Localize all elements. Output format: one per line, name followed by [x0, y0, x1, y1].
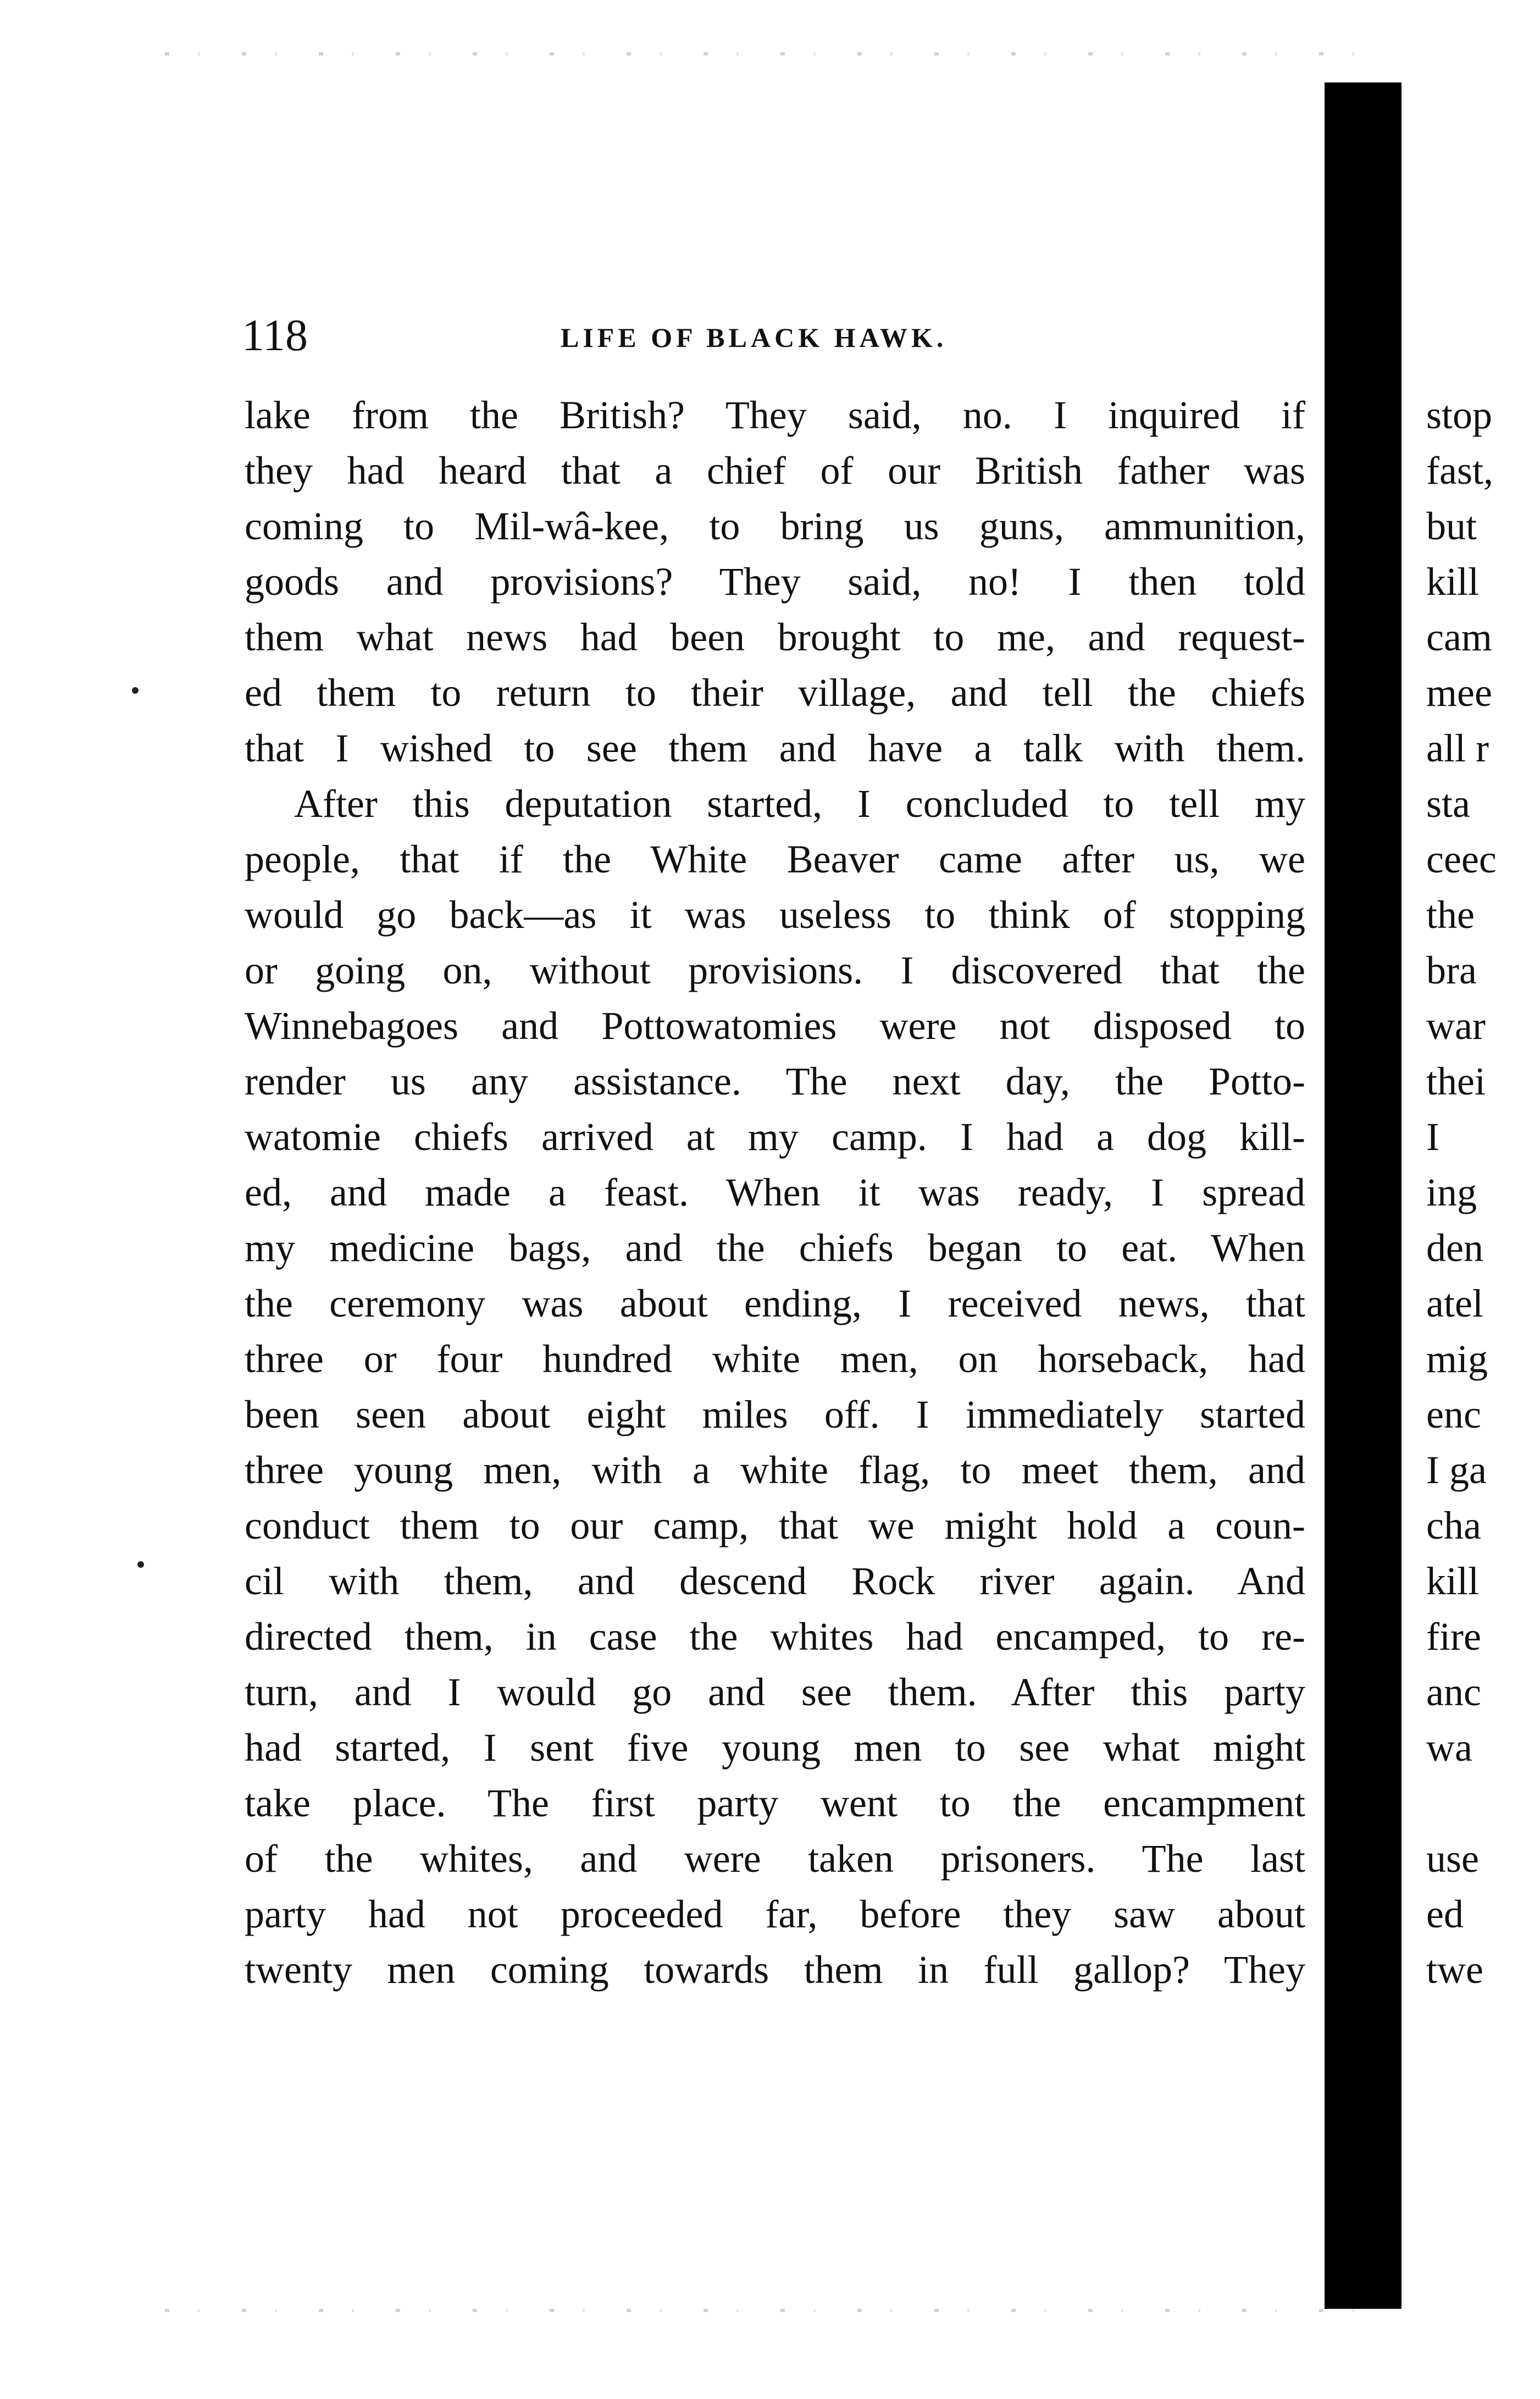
text-line: take place. The first party went to the encampment: [245, 1781, 1305, 1825]
facing-page-line: all r: [1426, 726, 1489, 770]
margin-speck: [132, 687, 139, 694]
text-line: that I wished to see them and have a talk with them.: [245, 726, 1305, 770]
text-line: the ceremony was about ending, I received news, that: [245, 1281, 1305, 1325]
text-line: been seen about eight miles off. I immediately started: [245, 1392, 1305, 1436]
facing-page-line: stop: [1426, 393, 1493, 437]
facing-page-line: ed: [1426, 1892, 1464, 1936]
text-line: they had heard that a chief of our British father was: [245, 449, 1305, 493]
facing-page-line: den: [1426, 1226, 1483, 1270]
facing-page-line: but: [1426, 504, 1477, 548]
facing-page-line: I: [1426, 1115, 1439, 1159]
facing-page-line: bra: [1426, 948, 1477, 992]
text-line: watomie chiefs arrived at my camp. I had a dog kill-: [245, 1115, 1305, 1159]
text-line: lake from the British? They said, no. I inquired if: [245, 393, 1305, 437]
facing-page-line: wa: [1426, 1726, 1472, 1770]
scan-specks-top: [165, 52, 1374, 56]
facing-page-line: ceec: [1426, 837, 1497, 881]
text-line: ed them to return to their village, and tell the chiefs: [245, 671, 1305, 715]
text-line: conduct them to our camp, that we might hold a coun-: [245, 1503, 1305, 1547]
text-line: my medicine bags, and the chiefs began to eat. When: [245, 1226, 1305, 1270]
facing-page-line: thei: [1426, 1059, 1486, 1103]
text-line: would go back—as it was useless to think of stopping: [245, 893, 1305, 937]
facing-page-line: sta: [1426, 782, 1470, 826]
text-line: party had not proceeded far, before they saw about: [245, 1892, 1305, 1936]
facing-page-line: anc: [1426, 1670, 1481, 1714]
text-line: After this deputation started, I concluded to tell my: [294, 782, 1305, 826]
text-line: cil with them, and descend Rock river again. And: [245, 1559, 1305, 1603]
facing-page-line: fire: [1426, 1615, 1481, 1659]
text-line: people, that if the White Beaver came after us, we: [245, 837, 1305, 881]
facing-page-line: atel: [1426, 1281, 1483, 1325]
text-line: ed, and made a feast. When it was ready, I spread: [245, 1170, 1305, 1214]
facing-page-line: enc: [1426, 1392, 1481, 1436]
text-line: three or four hundred white men, on horseback, had: [245, 1337, 1305, 1381]
text-line: them what news had been brought to me, and request-: [245, 615, 1305, 659]
facing-page-line: use: [1426, 1837, 1479, 1881]
facing-page-line: cha: [1426, 1503, 1481, 1547]
body-text: [245, 388, 1305, 1998]
text-line: turn, and I would go and see them. After this party: [245, 1670, 1305, 1714]
text-line: had started, I sent five young men to see what might: [245, 1726, 1305, 1770]
text-line: render us any assistance. The next day, the Potto-: [245, 1059, 1305, 1103]
page-header: [242, 308, 1319, 363]
facing-page-line: the: [1426, 893, 1475, 937]
text-line: coming to Mil-wâ-kee, to bring us guns, ammunition,: [245, 504, 1305, 548]
facing-page-line: twe: [1426, 1948, 1483, 1992]
text-line: Winnebagoes and Pottowatomies were not disposed to: [245, 1004, 1305, 1048]
facing-page-fragment: [1426, 388, 1540, 1998]
text-line: or going on, without provisions. I discovered that the: [245, 948, 1305, 992]
facing-page-line: ing: [1426, 1170, 1477, 1214]
scan-specks-bottom: [165, 2309, 1374, 2312]
text-line: directed them, in case the whites had encamped, to re-: [245, 1615, 1305, 1659]
text-line: three young men, with a white flag, to meet them, and: [245, 1448, 1305, 1492]
facing-page-line: fast,: [1426, 449, 1493, 493]
facing-page-line: [1426, 1776, 1540, 1831]
facing-page-line: kill: [1426, 1559, 1480, 1603]
facing-page-line: mig: [1426, 1337, 1488, 1381]
facing-page-line: kill: [1426, 560, 1480, 604]
facing-page-line: mee: [1426, 671, 1492, 715]
facing-page-line: I ga: [1426, 1448, 1487, 1492]
text-line: of the whites, and were taken prisoners. The last: [245, 1837, 1305, 1881]
book-gutter-shadow: [1325, 82, 1401, 2309]
text-line: goods and provisions? They said, no! I then told: [245, 560, 1305, 604]
running-head: LIFE OF BLACK HAWK.: [561, 322, 948, 353]
text-line: twenty men coming towards them in full gallop? They: [245, 1948, 1305, 1992]
page-number: 118: [242, 310, 308, 360]
facing-page-line: war: [1426, 1004, 1486, 1048]
facing-page-line: cam: [1426, 615, 1492, 659]
margin-speck: [137, 1561, 144, 1568]
